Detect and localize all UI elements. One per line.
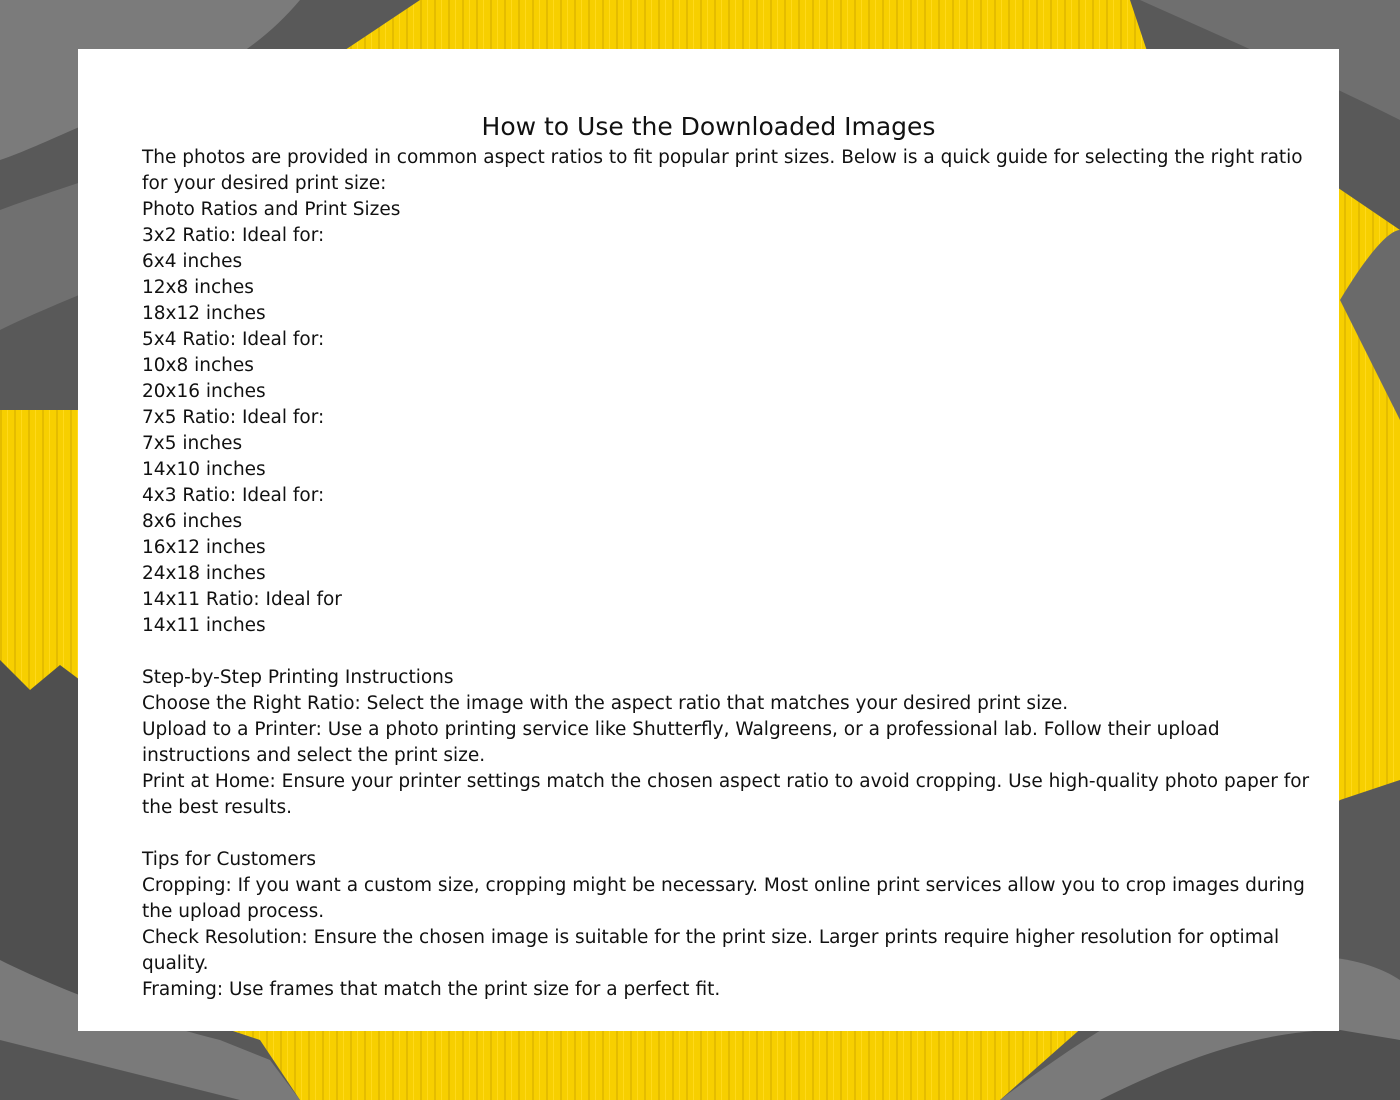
- ratio-label-4x3: 4x3 Ratio: Ideal for:: [142, 485, 325, 506]
- print-size-item: 14x10 inches: [142, 459, 266, 480]
- ratio-label-3x2: 3x2 Ratio: Ideal for:: [142, 225, 325, 246]
- print-size-item: 14x11 inches: [142, 615, 266, 636]
- tips-heading: Tips for Customers: [142, 849, 316, 870]
- section-gap: [142, 821, 1323, 847]
- print-size-item: 16x12 inches: [142, 537, 266, 558]
- section-gap: [142, 639, 1323, 665]
- print-size-item: 6x4 inches: [142, 251, 243, 272]
- print-size-item: 24x18 inches: [142, 563, 266, 584]
- print-size-item: 18x12 inches: [142, 303, 266, 324]
- step-item: Print at Home: Ensure your printer settings match the chosen aspect ratio to avoid cropping. Use high-quality photo paper for the best results.: [142, 771, 1310, 818]
- steps-heading: Step-by-Step Printing Instructions: [142, 667, 454, 688]
- ratio-label-7x5: 7x5 Ratio: Ideal for:: [142, 407, 325, 428]
- ratio-label-14x11: 14x11 Ratio: Ideal for: [142, 589, 342, 610]
- print-size-item: 12x8 inches: [142, 277, 254, 298]
- print-size-item: 10x8 inches: [142, 355, 254, 376]
- page-title: How to Use the Downloaded Images: [481, 112, 936, 141]
- instructions-card: [78, 49, 1339, 1031]
- tip-item: Check Resolution: Ensure the chosen image is suitable for the print size. Larger prints require higher resolution for optimal quality.: [142, 927, 1280, 974]
- step-item: Upload to a Printer: Use a photo printing service like Shutterfly, Walgreens, or a professional lab. Follow their upload instructions and select the print size.: [142, 719, 1220, 766]
- print-size-item: 8x6 inches: [142, 511, 243, 532]
- print-size-item: 7x5 inches: [142, 433, 243, 454]
- print-size-item: 20x16 inches: [142, 381, 266, 402]
- intro-paragraph: The photos are provided in common aspect ratios to fit popular print sizes. Below is a quick guide for selecting the right ratio for your desired print size:: [142, 147, 1303, 194]
- step-item: Choose the Right Ratio: Select the image with the aspect ratio that matches your desired print size.: [142, 693, 1069, 714]
- tip-item: Framing: Use frames that match the print size for a perfect fit.: [142, 979, 721, 1000]
- ratio-label-5x4: 5x4 Ratio: Ideal for:: [142, 329, 325, 350]
- ratios-heading: Photo Ratios and Print Sizes: [142, 199, 401, 220]
- tip-item: Cropping: If you want a custom size, cropping might be necessary. Most online print services allow you to crop images during the upload process.: [142, 875, 1305, 922]
